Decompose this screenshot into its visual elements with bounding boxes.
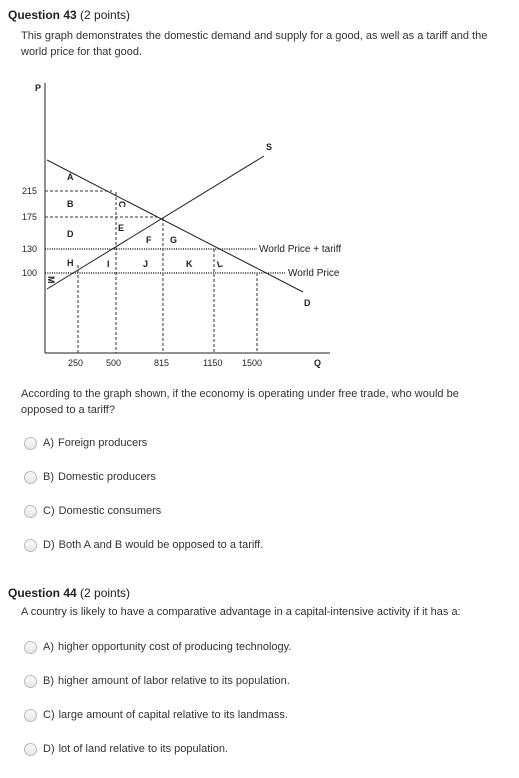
radio-button[interactable] xyxy=(24,641,37,654)
question-44-text: A country is likely to have a comparative advantage in a capital-intensive activity if it has a: xyxy=(21,606,461,618)
area-label-m: M xyxy=(46,276,56,284)
area-label-c: C xyxy=(117,201,127,208)
supply-demand-graph xyxy=(0,70,519,375)
radio-button[interactable] xyxy=(24,709,37,722)
q43-option-b[interactable] xyxy=(24,468,156,486)
area-label-k: K xyxy=(186,259,193,269)
option-letter: A) xyxy=(43,641,54,653)
q44-option-a[interactable] xyxy=(24,638,291,656)
option-text: Foreign producers xyxy=(58,437,148,449)
y-tick-100: 100 xyxy=(22,268,38,278)
supply-line xyxy=(47,156,264,289)
radio-button[interactable] xyxy=(24,505,37,518)
area-label-j: J xyxy=(143,259,149,269)
q43-option-c[interactable] xyxy=(24,502,161,520)
radio-button[interactable] xyxy=(24,675,37,688)
question-number: Question 43 xyxy=(8,8,77,22)
area-label-d: D xyxy=(67,229,74,239)
q44-option-b[interactable] xyxy=(24,672,290,690)
question-43-prompt: This graph demonstrates the domestic demand and supply for a good, as well as a tariff and the world price for that good. xyxy=(21,30,488,58)
option-letter: C) xyxy=(43,505,55,517)
radio-button[interactable] xyxy=(24,437,37,450)
option-text: lot of land relative to its population. xyxy=(58,743,228,755)
area-label-b: B xyxy=(67,199,74,209)
option-text: large amount of capital relative to its landmass. xyxy=(58,709,288,721)
option-text: Domestic producers xyxy=(58,471,156,483)
area-label-a: A xyxy=(67,172,74,182)
world-price-tariff-label: World Price + tariff xyxy=(259,244,342,255)
question-43-text: According to the graph shown, if the economy is operating under free trade, who would be opposed to a tariff? xyxy=(21,388,459,416)
q44-option-c[interactable] xyxy=(24,706,288,724)
question-points: (2 points) xyxy=(80,8,131,22)
question-44-title xyxy=(8,586,130,600)
y-tick-215: 215 xyxy=(22,186,38,196)
radio-button[interactable] xyxy=(24,743,37,756)
option-text: higher opportunity cost of producing technology. xyxy=(58,641,292,653)
option-text: Both A and B would be opposed to a tariff. xyxy=(58,539,264,551)
option-letter: D) xyxy=(43,743,55,755)
q43-option-d[interactable] xyxy=(24,536,263,554)
option-letter: D) xyxy=(43,539,55,551)
x-tick-250: 250 xyxy=(68,358,84,368)
option-letter: B) xyxy=(43,675,54,687)
option-letter: C) xyxy=(43,709,55,721)
y-tick-130: 130 xyxy=(22,244,38,254)
question-number: Question 44 xyxy=(8,586,77,600)
supply-label: S xyxy=(266,142,273,152)
x-tick-1500: 1500 xyxy=(242,358,263,368)
demand-line xyxy=(47,160,303,292)
area-label-i: I xyxy=(107,259,110,269)
q43-option-a[interactable] xyxy=(24,434,147,452)
question-43-title xyxy=(8,8,130,22)
x-tick-500: 500 xyxy=(106,358,122,368)
q44-option-d[interactable] xyxy=(24,740,228,758)
x-tick-815: 815 xyxy=(154,358,170,368)
area-label-h: H xyxy=(67,258,74,268)
area-label-g: G xyxy=(170,235,178,245)
option-text: higher amount of labor relative to its population. xyxy=(58,675,290,687)
area-label-l: L xyxy=(215,258,224,270)
area-label-f: F xyxy=(146,235,152,245)
option-letter: B) xyxy=(43,471,54,483)
radio-button[interactable] xyxy=(24,471,37,484)
x-tick-1150: 1150 xyxy=(203,358,223,368)
y-tick-175: 175 xyxy=(22,212,38,222)
demand-label: D xyxy=(304,298,311,308)
x-axis-label: Q xyxy=(314,358,322,368)
area-label-e: E xyxy=(118,223,125,233)
option-letter: A) xyxy=(43,437,54,449)
world-price-label: World Price xyxy=(288,268,340,279)
radio-button[interactable] xyxy=(24,539,37,552)
y-axis-label: P xyxy=(35,83,42,93)
question-points: (2 points) xyxy=(80,586,131,600)
option-text: Domestic consumers xyxy=(58,505,162,517)
